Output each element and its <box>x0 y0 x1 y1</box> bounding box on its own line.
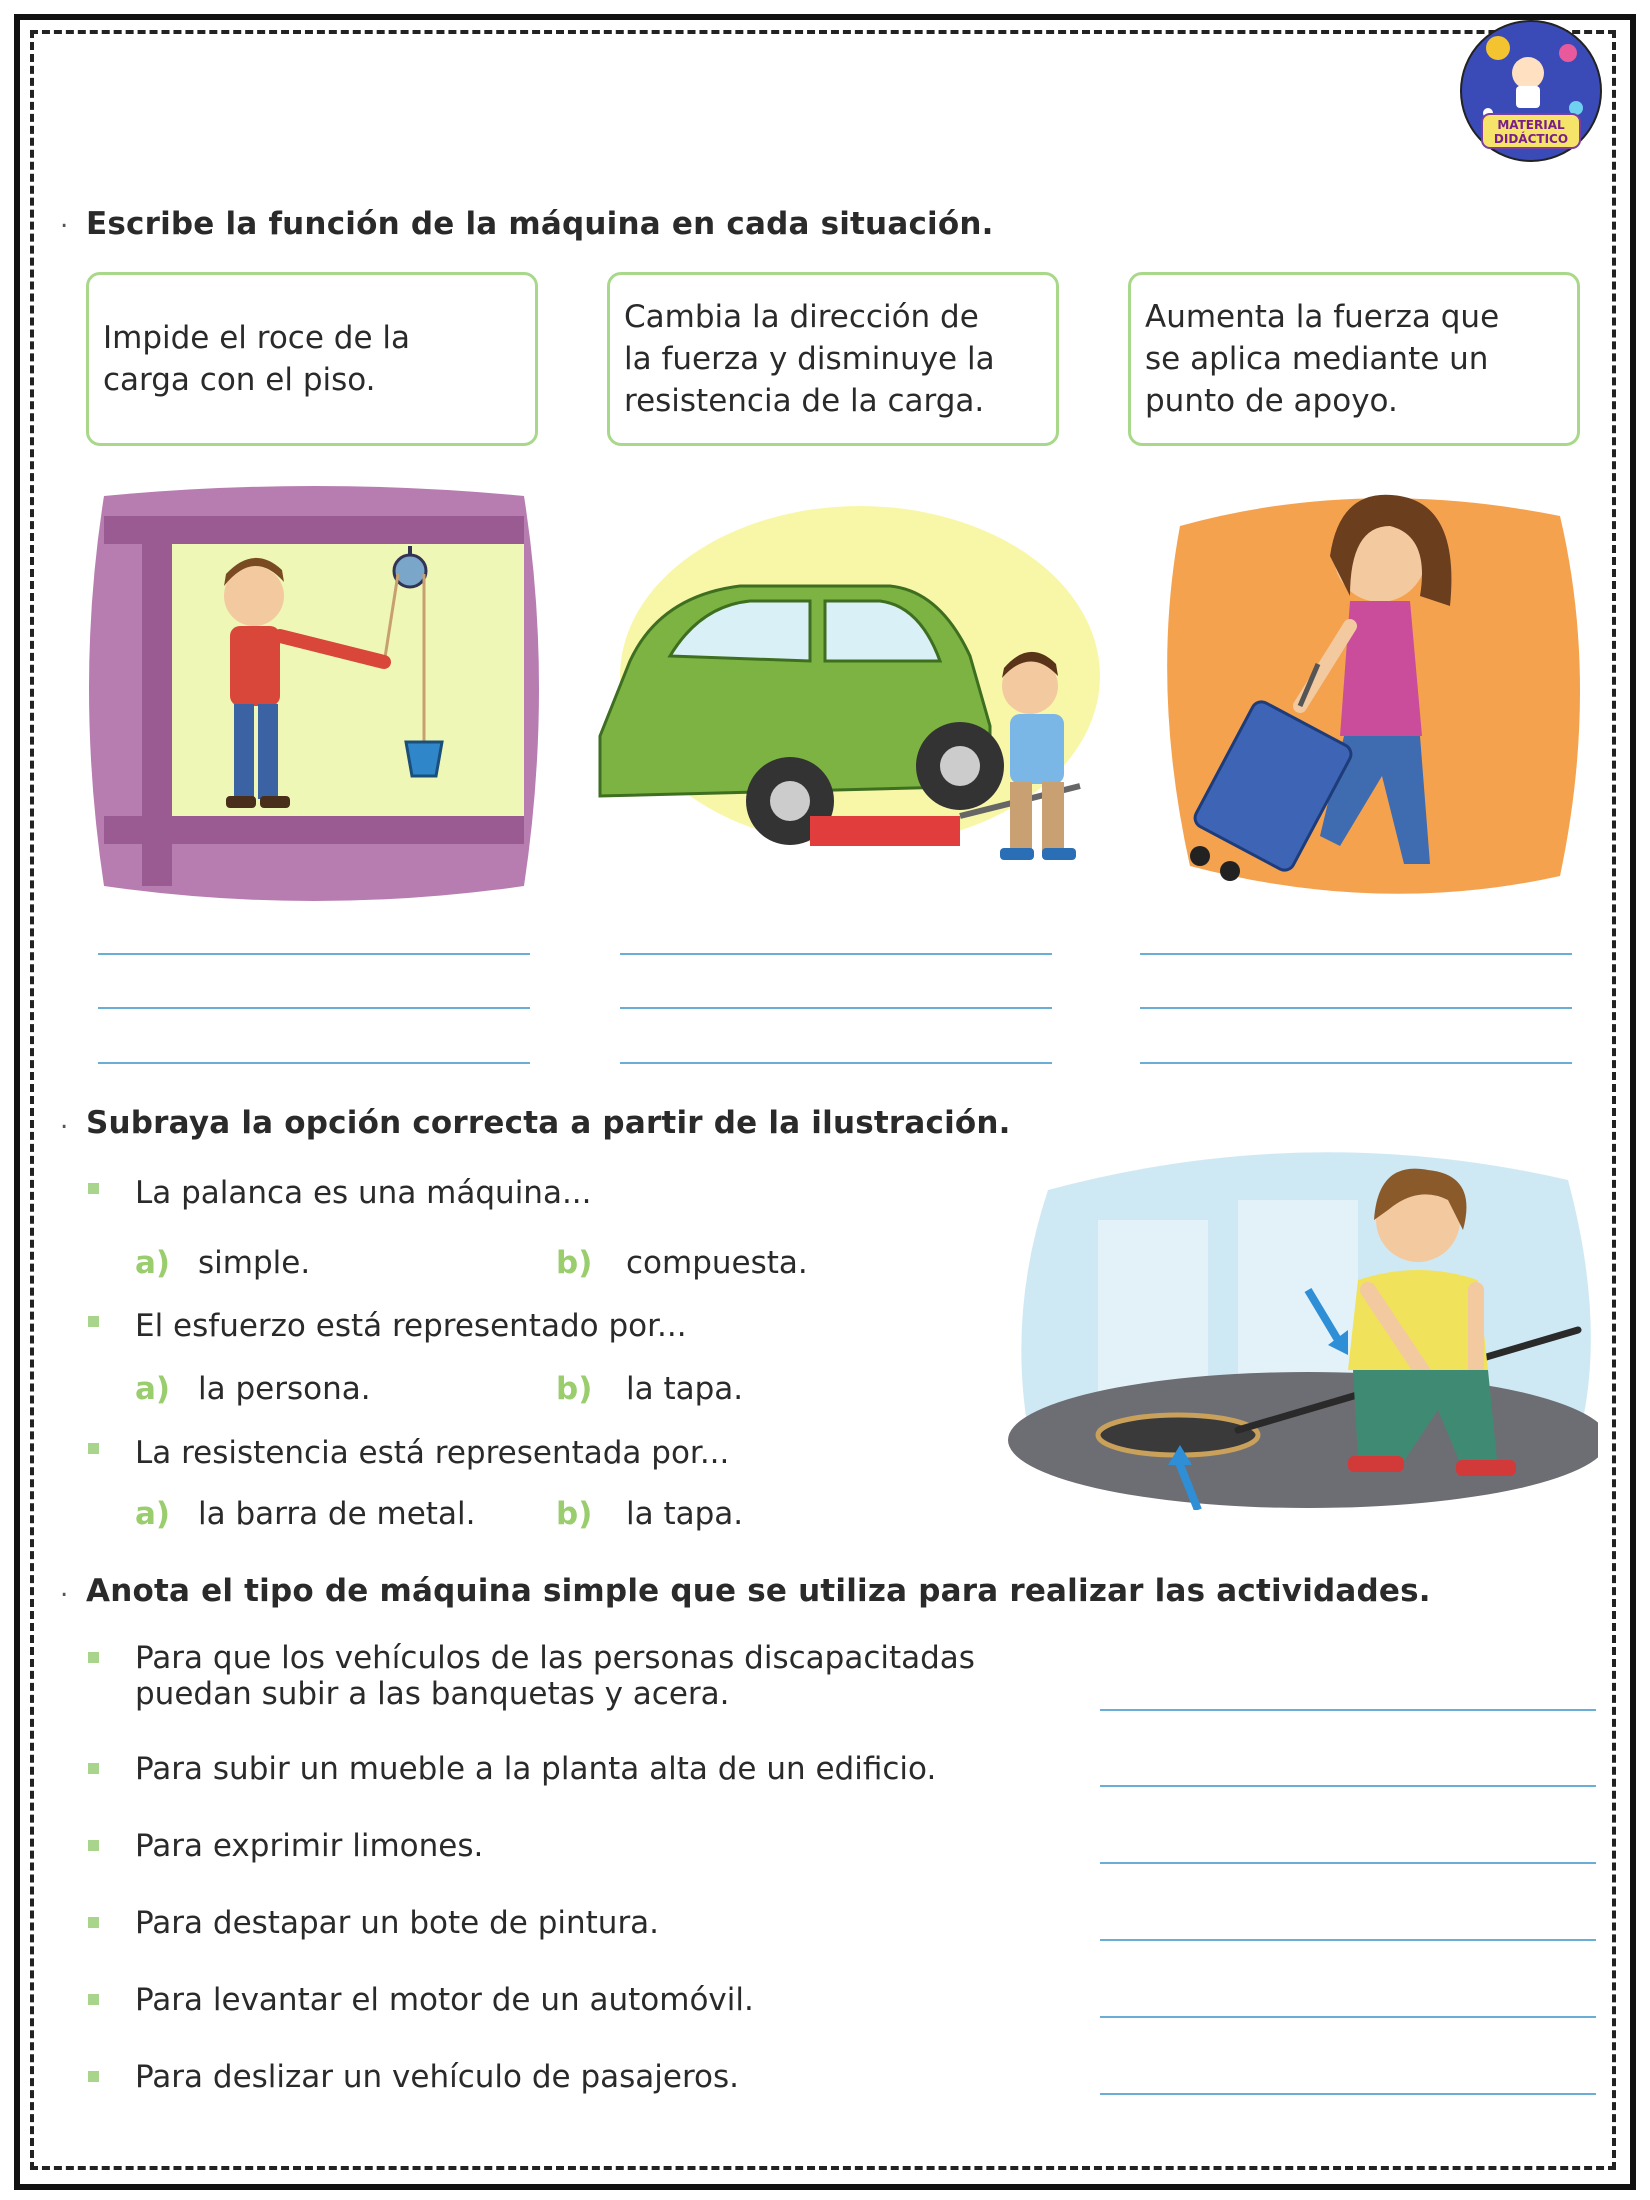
activity-3: Para exprimir limones. <box>135 1828 484 1864</box>
bullet <box>88 1443 99 1454</box>
logo-text-line2: DIDÁCTICO <box>1493 132 1569 146</box>
answer-line[interactable] <box>1100 1862 1596 1864</box>
activity-4: Para destapar un bote de pintura. <box>135 1905 660 1941</box>
statement-2: El esfuerzo está representado por... <box>135 1308 687 1344</box>
bullet <box>88 2071 99 2082</box>
bullet <box>88 1316 99 1327</box>
function-box-3-text: Aumenta la fuerza que se aplica mediante un punto de apoyo. <box>1145 299 1500 419</box>
answer-line[interactable] <box>98 953 530 955</box>
option-1a-letter: a) <box>135 1245 171 1281</box>
function-box-2-text: Cambia la dirección de la fuerza y disminuye la resistencia de la carga. <box>624 299 995 419</box>
section1-marker: . <box>60 204 69 234</box>
bullet <box>88 1183 99 1194</box>
option-1a[interactable]: simple. <box>198 1245 311 1281</box>
statement-1: La palanca es una máquina... <box>135 1175 592 1211</box>
option-3a-letter: a) <box>135 1496 171 1532</box>
lever-illustration <box>1008 1130 1598 1510</box>
answer-line[interactable] <box>1100 1709 1596 1711</box>
answer-line[interactable] <box>1140 1062 1572 1064</box>
answer-line[interactable] <box>1100 2016 1596 2018</box>
option-3b-letter: b) <box>556 1496 593 1532</box>
bullet <box>88 1840 99 1851</box>
function-box-3 <box>1128 272 1580 446</box>
pulley-illustration <box>84 486 544 906</box>
section3-title: Anota el tipo de máquina simple que se utiliza para realizar las actividades. <box>86 1573 1431 1609</box>
car-jack-illustration <box>560 486 1100 906</box>
option-2a-letter: a) <box>135 1371 171 1407</box>
activity-5: Para levantar el motor de un automóvil. <box>135 1982 754 2018</box>
option-2b[interactable]: la tapa. <box>626 1371 744 1407</box>
function-box-2 <box>607 272 1059 446</box>
material-didactico-logo <box>1458 18 1604 164</box>
section3-marker: . <box>60 1573 69 1603</box>
answer-line[interactable] <box>620 1007 1052 1009</box>
answer-line[interactable] <box>1140 953 1572 955</box>
option-2a[interactable]: la persona. <box>198 1371 371 1407</box>
answer-line[interactable] <box>1100 1785 1596 1787</box>
answer-line[interactable] <box>98 1062 530 1064</box>
bullet <box>88 1994 99 2005</box>
option-3a[interactable]: la barra de metal. <box>198 1496 476 1532</box>
statement-3: La resistencia está representada por... <box>135 1435 730 1471</box>
section2-title: Subraya la opción correcta a partir de la ilustración. <box>86 1105 1011 1141</box>
activity-6: Para deslizar un vehículo de pasajeros. <box>135 2059 739 2095</box>
activity-2: Para subir un mueble a la planta alta de un edificio. <box>135 1751 937 1787</box>
bullet <box>88 1917 99 1928</box>
option-2b-letter: b) <box>556 1371 593 1407</box>
bullet <box>88 1763 99 1774</box>
answer-line[interactable] <box>1100 2093 1596 2095</box>
function-box-1-text: Impide el roce de la carga con el piso. <box>103 320 410 398</box>
activity-1: Para que los vehículos de las personas discapacitadas puedan subir a las banquetas y acera. <box>135 1640 975 1712</box>
option-1b-letter: b) <box>556 1245 593 1281</box>
section2-marker: . <box>60 1105 69 1135</box>
bullet <box>88 1652 99 1663</box>
answer-line[interactable] <box>98 1007 530 1009</box>
section1-title: Escribe la función de la máquina en cada situación. <box>86 206 994 242</box>
suitcase-illustration <box>1160 486 1590 906</box>
answer-line[interactable] <box>1140 1007 1572 1009</box>
option-3b[interactable]: la tapa. <box>626 1496 744 1532</box>
answer-line[interactable] <box>620 1062 1052 1064</box>
answer-line[interactable] <box>620 953 1052 955</box>
function-box-1 <box>86 272 538 446</box>
logo-text-line1: MATERIAL <box>1497 118 1565 132</box>
option-1b[interactable]: compuesta. <box>626 1245 808 1281</box>
answer-line[interactable] <box>1100 1939 1596 1941</box>
